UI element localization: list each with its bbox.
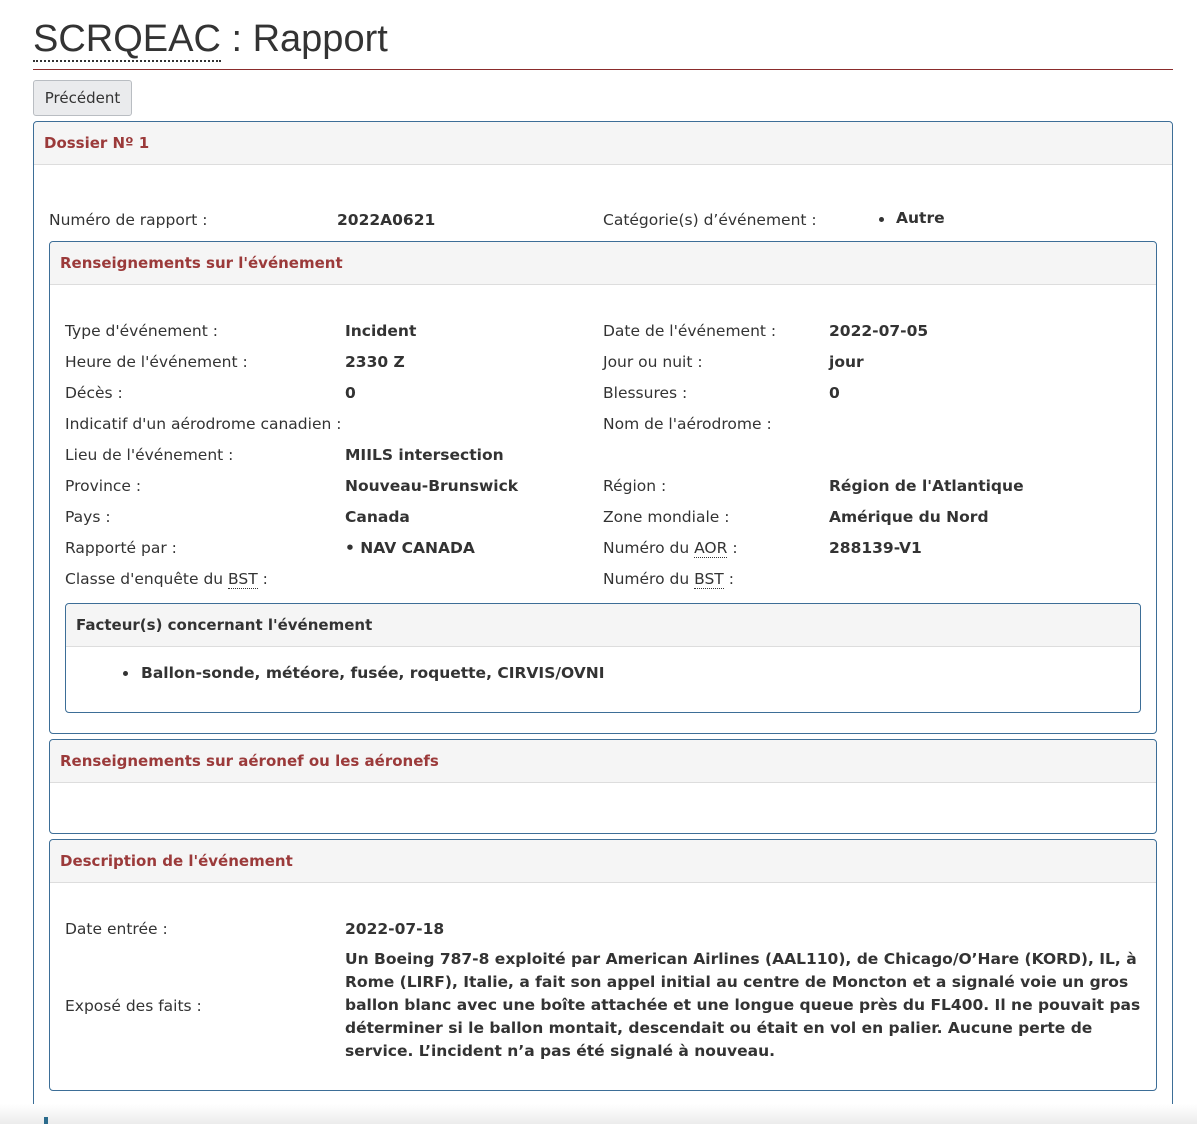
category-bullet [879, 217, 884, 222]
category-item: Autre [896, 209, 945, 227]
facts-label: Exposé des faits : [65, 997, 202, 1015]
event-location-label: Lieu de l'événement : [65, 446, 234, 464]
report-number-label: Numéro de rapport : [49, 211, 208, 229]
tsb-number-label-text: Numéro du [603, 570, 695, 588]
bottom-accent [44, 1117, 48, 1124]
region-label: Région : [603, 477, 667, 495]
tsb-number-label [603, 569, 734, 589]
report-number-value: 2022A0621 [337, 211, 436, 229]
title-divider [33, 69, 1173, 70]
event-type-label: Type d'événement : [65, 322, 218, 340]
injuries-value: 0 [829, 384, 840, 402]
date-entered-label: Date entrée : [65, 920, 168, 938]
country-value: Canada [345, 508, 410, 526]
reported-by-value: • NAV CANADA [345, 539, 475, 557]
deaths-label: Décès : [65, 384, 123, 402]
previous-button[interactable]: Précédent [33, 80, 132, 116]
categories-label: Catégorie(s) d’événement : [603, 211, 817, 229]
event-location-value: MIILS intersection [345, 446, 504, 464]
description-header [50, 840, 1156, 883]
event-date-value: 2022-07-05 [829, 322, 929, 340]
aor-abbreviation: AOR [694, 539, 728, 557]
event-time-label: Heure de l'événement : [65, 353, 248, 371]
title-text: : Rapport [220, 18, 388, 60]
factors-title: Facteur(s) concernant l'événement [76, 616, 373, 634]
province-value: Nouveau-Brunswick [345, 477, 519, 495]
deaths-value: 0 [345, 384, 356, 402]
aircraft-info-header [50, 740, 1156, 783]
aor-number-value: 288139-V1 [829, 539, 922, 557]
aor-number-label-text: Numéro du [603, 539, 695, 557]
date-entered-value: 2022-07-18 [345, 920, 445, 938]
factor-bullet [123, 671, 128, 676]
tsb-class-label [65, 569, 268, 589]
aerodrome-id-label: Indicatif d'un aérodrome canadien : [65, 415, 342, 433]
event-date-label: Date de l'événement : [603, 322, 777, 340]
factors-header [66, 604, 1140, 647]
event-time-value: 2330 Z [345, 353, 405, 371]
event-info-header [50, 242, 1156, 285]
facts-text: Un Boeing 787-8 exploité par American Airlines (AAL110), de Chicago/O’Hare (KORD), IL, à Rome (LIRF), Italie, a fait son appel initial au centre de Moncton et a signalé voie un gros ballon blanc avec une boîte attachée et une longue queue près du FL400. Il ne pouvait pas déterminer si le ballon montait, descendait ou était en vol en palier. Aucune perte de service. L’incident n’a pas été signalé à nouveau. [345, 950, 1141, 1060]
dossier-header [34, 122, 1172, 165]
dossier-title: Dossier Nº 1 [44, 134, 150, 152]
world-zone-value: Amérique du Nord [829, 508, 989, 526]
country-label: Pays : [65, 508, 111, 526]
aircraft-info-title: Renseignements sur aéronef ou les aéronefs [60, 752, 439, 770]
injuries-label: Blessures : [603, 384, 688, 402]
region-value: Région de l'Atlantique [829, 477, 1024, 495]
aerodrome-name-label: Nom de l'aérodrome : [603, 415, 772, 433]
event-type-value: Incident [345, 322, 417, 340]
factor-item: Ballon-sonde, météore, fusée, roquette, CIRVIS/OVNI [141, 664, 605, 682]
province-label: Province : [65, 477, 142, 495]
aor-number-label [603, 538, 738, 558]
title-abbreviation: SCRQEAC [33, 18, 221, 60]
tsb-number-abbreviation: BST [694, 570, 724, 588]
tsb-abbreviation: BST [228, 570, 258, 588]
aircraft-info-panel [49, 739, 1157, 834]
bottom-shadow [0, 1104, 1197, 1124]
tsb-class-label-suffix: : [257, 570, 268, 588]
description-title: Description de l'événement [60, 852, 293, 870]
reported-by-label: Rapporté par : [65, 539, 177, 557]
tsb-class-label-text: Classe d'enquête du [65, 570, 229, 588]
world-zone-label: Zone mondiale : [603, 508, 730, 526]
tsb-number-label-suffix: : [723, 570, 734, 588]
aor-number-label-suffix: : [727, 539, 738, 557]
factors-panel [65, 603, 1141, 713]
day-night-value: jour [829, 353, 864, 371]
page-title [33, 18, 388, 61]
event-info-title: Renseignements sur l'événement [60, 254, 343, 272]
day-night-label: Jour ou nuit : [603, 353, 703, 371]
